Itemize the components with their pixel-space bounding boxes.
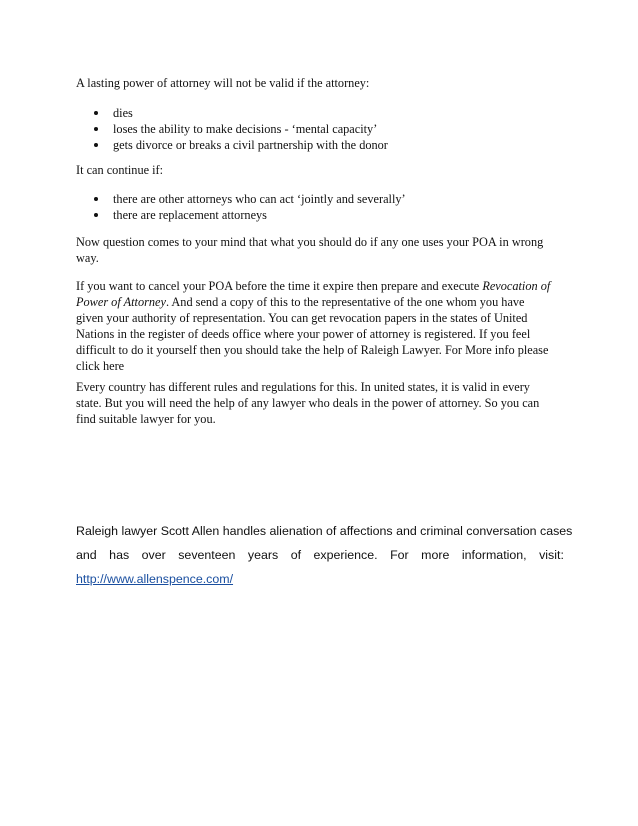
question-paragraph: Now question comes to your mind that what you should do if any one uses your POA in wrong way. [76,235,544,265]
revocation-term: Revocation of [482,279,551,293]
list-item: there are other attorneys who can act ‘jointly and severally’ [76,191,564,207]
bullet-icon [94,213,98,217]
bullet-icon [94,143,98,147]
footer-line-1: Raleigh lawyer Scott Allen handles alienation of affections and criminal conversation cases [76,524,573,538]
click-here-text: click here [76,359,125,373]
bullet-icon [94,197,98,201]
footer-line-2: and has over seventeen years of experience. For more information, visit: [76,548,564,562]
invalid-conditions-list [76,105,564,153]
list-item: loses the ability to make decisions - ‘mental capacity’ [76,121,564,137]
continue-conditions-list [76,191,564,223]
website-link[interactable]: http://www.allenspence.com/ [76,572,234,586]
list-item: gets divorce or breaks a civil partnership with the donor [76,137,564,153]
bullet-icon [94,127,98,131]
list-item: dies [76,105,564,121]
cancel-paragraph: If you want to cancel your POA before the time it expire then prepare and execute Revocation of Power of Attorney. And send a copy of this to the representative of the one whom you have given your authority of representation. You can get revocation papers in the states of United Nations in the register of deeds office where your power of attorney is registered. If you feel difficult to do it yourself then you should take the help of Raleigh Lawyer. For More info please click here [76,278,564,374]
intro-text: A lasting power of attorney will not be valid if the attorney: [76,76,370,90]
revocation-term: Power of Attorney [76,295,166,309]
country-paragraph: Every country has different rules and regulations for this. In united states, it is valid in every state. But you will need the help of any lawyer who deals in the power of attorney. So you can find suitable lawyer for you. [76,380,540,426]
bullet-icon [94,111,98,115]
continue-heading: It can continue if: [76,163,164,177]
list-item: there are replacement attorneys [76,207,564,223]
